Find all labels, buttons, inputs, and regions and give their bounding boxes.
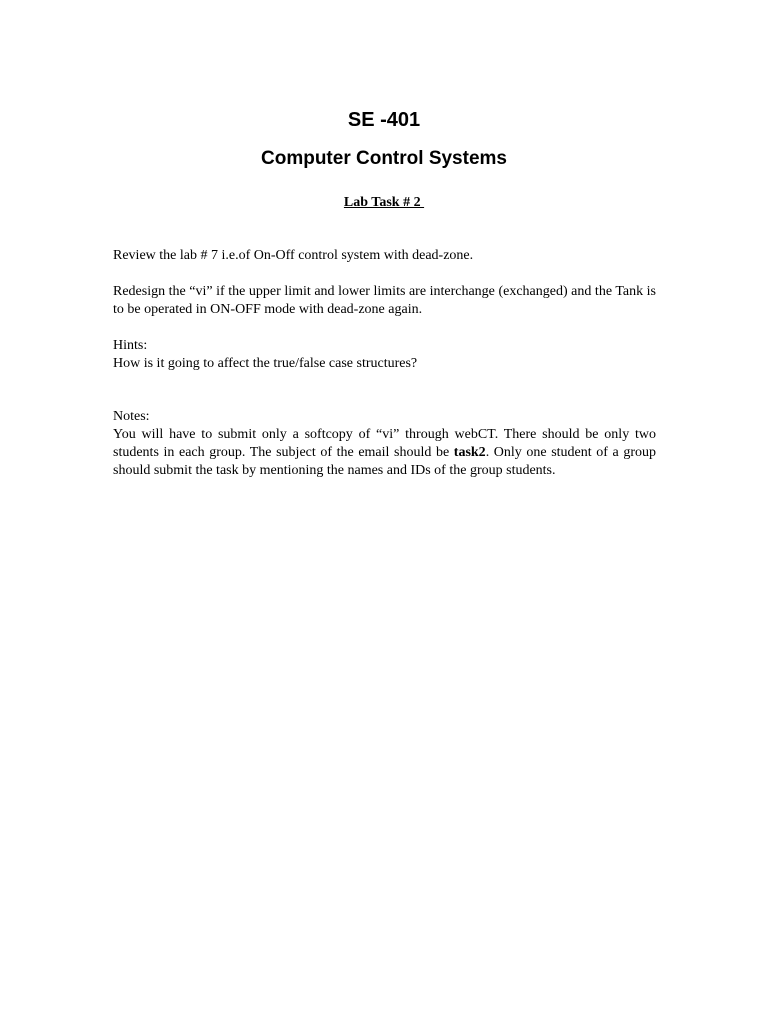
hints-section (113, 337, 656, 373)
notes-label: Notes: (113, 409, 150, 424)
notes-text-after: . Only one student of a group should submit the task by mentioning the names and IDs of the group students. (113, 445, 656, 478)
notes-text (113, 426, 656, 480)
task-heading-text: Lab Task # 2 (343, 195, 425, 210)
hints-text: How is it going to affect the true/false case structures? (113, 356, 418, 371)
notes-section (113, 408, 656, 480)
notes-email-subject: task2 (453, 445, 486, 460)
redesign-paragraph: Redesign the “vi” if the upper limit and lower limits are interchange (exchanged) and the Tank is to be operated in ON-OFF mode with dead-zone again. (113, 284, 656, 317)
course-title-heading: Computer Control Systems (261, 148, 507, 169)
review-paragraph: Review the lab # 7 i.e.of On-Off control system with dead-zone. (113, 248, 474, 263)
notes-text-before: You will have to submit only a softcopy of “vi” through webCT. There should be only two students in each group. The subject of the email should be (113, 427, 656, 460)
course-code-heading: SE -401 (347, 109, 421, 131)
task-heading (0, 194, 768, 212)
hints-label: Hints: (113, 338, 148, 353)
